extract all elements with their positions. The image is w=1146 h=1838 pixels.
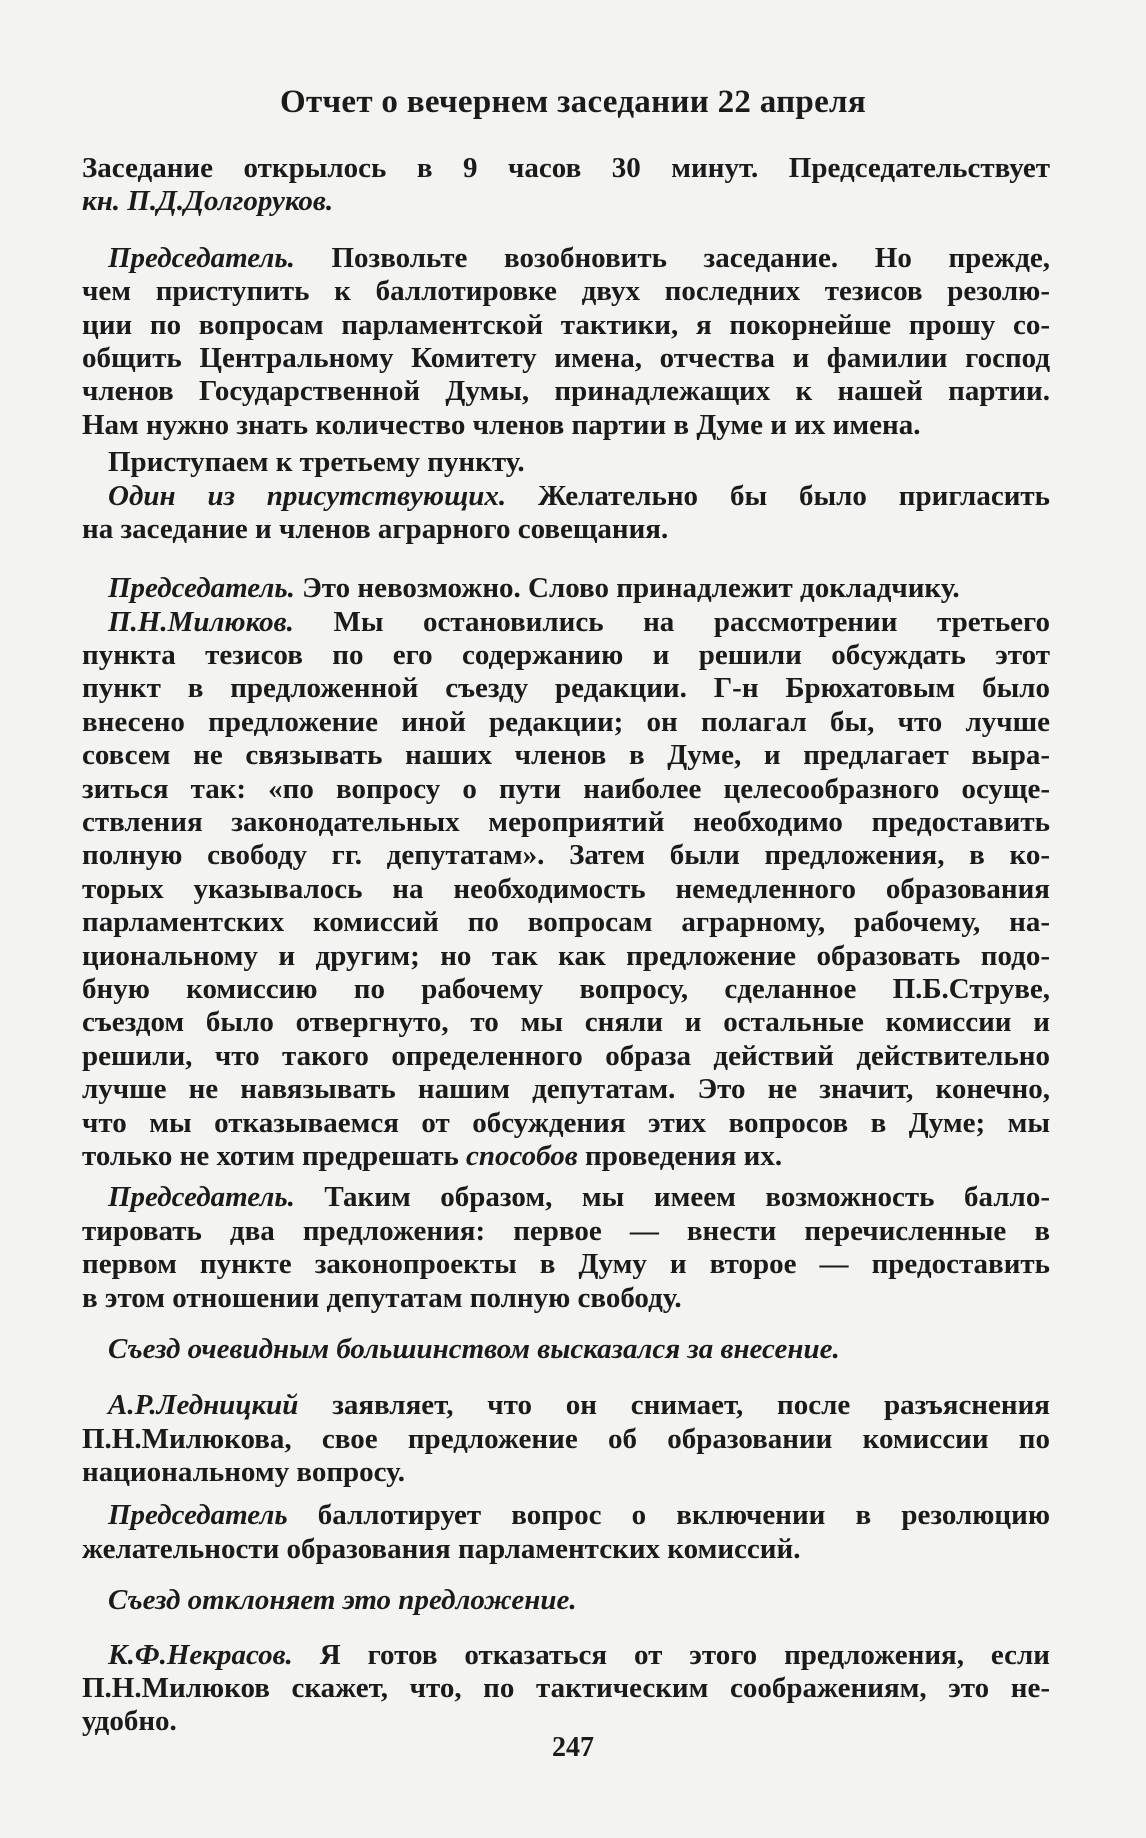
text-line — [82, 906, 1050, 939]
italic-text: Съезд очевидным большинством высказался за внесение. — [108, 1332, 840, 1365]
text-line — [82, 1389, 1050, 1422]
text-segment: национальному вопросу. — [82, 1456, 405, 1489]
text-segment: совсем не связывать наших членов в Думе, и предлагает выра- — [82, 739, 1050, 772]
text-line — [82, 773, 1050, 806]
text-line — [82, 1423, 1050, 1456]
italic-text: А.Р.Ледницкий — [108, 1389, 299, 1422]
paragraph — [82, 1181, 1050, 1315]
text-segment: Мы остановились на рассмотрении третьего — [293, 605, 1050, 638]
text-line — [82, 572, 1050, 605]
text-segment: П.Н.Милюкова, свое предложение об образовании комиссии по — [82, 1422, 1050, 1455]
text-segment: лучше не навязывать нашим депутатам. Это не значит, конечно, — [82, 1073, 1050, 1106]
text-line — [82, 1672, 1050, 1705]
text-segment: ции по вопросам парламентской тактики, я покорнейше прошу со- — [82, 308, 1050, 341]
text-segment: Заседание открылось в 9 часов 30 минут. Председательствует — [82, 152, 1050, 184]
italic-text: способов — [466, 1139, 578, 1172]
text-line — [82, 242, 1050, 275]
text-segment: ствления законодательных мероприятий необходимо предоставить — [82, 806, 1050, 839]
text-line — [82, 873, 1050, 906]
text-line — [82, 1215, 1050, 1248]
text-segment: желательности образования парламентских комиссий. — [82, 1532, 801, 1565]
text-line — [82, 1639, 1050, 1672]
paragraph — [82, 1333, 1050, 1366]
text-line — [82, 152, 1050, 185]
paragraph — [82, 242, 1050, 442]
text-segment: Таким образом, мы имеем возможность балло- — [294, 1181, 1050, 1214]
paragraph — [82, 446, 1050, 479]
paragraph — [82, 1639, 1050, 1739]
text-line — [82, 973, 1050, 1006]
paragraph — [82, 606, 1050, 1174]
text-line — [82, 606, 1050, 639]
document-body — [82, 152, 1050, 1739]
paragraph — [82, 152, 1050, 219]
text-segment: Желательно бы было пригласить — [506, 479, 1050, 512]
text-line — [82, 706, 1050, 739]
text-segment: тировать два предложения: первое — внести перечисленные в — [82, 1214, 1050, 1247]
italic-text: К.Ф.Некрасов. — [108, 1638, 293, 1671]
text-line — [82, 1073, 1050, 1106]
text-segment: зиться так: «по вопросу о пути наиболее целесообразного осуще- — [82, 772, 1050, 805]
text-line — [82, 275, 1050, 308]
text-segment: общить Центральному Комитету имена, отчества и фамилии господ — [82, 341, 1050, 374]
text-segment: заявляет, что он снимает, после разъяснения — [298, 1389, 1050, 1422]
text-line — [82, 1533, 1050, 1566]
italic-text: Председатель. — [108, 1181, 295, 1214]
text-line — [82, 409, 1050, 442]
text-segment: чем приступить к баллотировке двух последних тезисов резолю- — [82, 275, 1050, 308]
paragraph — [82, 1499, 1050, 1566]
text-segment: полную свободу гг. депутатам». Затем были предложения, в ко- — [82, 839, 1050, 872]
text-segment: бную комиссию по рабочему вопросу, сделанное П.Б.Струве, — [82, 972, 1050, 1005]
text-line — [82, 639, 1050, 672]
text-segment: парламентских комиссий по вопросам аграрному, рабочему, на- — [82, 906, 1050, 939]
italic-text: П.Н.Милюков. — [108, 605, 294, 638]
text-segment: пункта тезисов по его содержанию и решили обсуждать этот — [82, 639, 1050, 672]
page-title: Отчет о вечернем заседании 22 апреля — [280, 84, 866, 120]
text-line — [82, 375, 1050, 408]
text-line — [82, 185, 1050, 218]
text-line — [82, 1584, 1050, 1617]
text-segment: только не хотим предрешать — [82, 1139, 467, 1172]
text-segment: что мы отказываемся от обсуждения этих вопросов в Думе; мы — [82, 1106, 1050, 1139]
text-line — [82, 806, 1050, 839]
text-line — [82, 1006, 1050, 1039]
italic-text: Съезд отклоняет это предложение. — [108, 1584, 577, 1617]
page-number: 247 — [552, 1732, 594, 1763]
text-segment: Я готов отказаться от этого предложения, если — [292, 1638, 1050, 1671]
text-segment: внесено предложение иной редакции; он полагал бы, что лучше — [82, 705, 1050, 738]
text-segment: Это невозможно. Слово принадлежит докладчику. — [294, 572, 960, 605]
text-line — [82, 1181, 1050, 1214]
text-segment: решили, что такого определенного образа действий действительно — [82, 1039, 1050, 1072]
text-segment: удобно. — [82, 1705, 177, 1738]
text-segment: Приступаем к третьему пункту. — [108, 446, 525, 479]
text-line — [82, 1040, 1050, 1073]
text-line — [82, 672, 1050, 705]
text-segment: в этом отношении депутатам полную свободу. — [82, 1281, 682, 1314]
paragraph — [82, 1389, 1050, 1489]
text-line — [82, 1282, 1050, 1315]
text-segment: членов Государственной Думы, принадлежащих к нашей партии. — [82, 375, 1050, 408]
paragraph — [82, 572, 1050, 605]
text-line — [82, 342, 1050, 375]
paragraph — [82, 480, 1050, 547]
text-line — [82, 480, 1050, 513]
text-line — [82, 1107, 1050, 1140]
text-segment: торых указывалось на необходимость немедленного образования — [82, 872, 1050, 905]
text-line — [82, 446, 1050, 479]
text-segment: циональному и другим; но так как предложение образовать подо- — [82, 939, 1050, 972]
text-line — [82, 839, 1050, 872]
text-line — [82, 739, 1050, 772]
text-segment: первом пункте законопроекты в Думу и второе — предоставить — [82, 1248, 1050, 1281]
text-segment: баллотирует вопрос о включении в резолюцию — [287, 1499, 1050, 1532]
italic-text: Один из присутствующих. — [108, 479, 507, 512]
italic-text: Председатель. — [108, 241, 295, 274]
text-line — [82, 1333, 1050, 1366]
paragraph — [82, 1584, 1050, 1617]
italic-text: кн. П.Д.Долгоруков. — [82, 185, 334, 218]
text-segment: проведения их. — [577, 1139, 783, 1172]
text-line — [82, 513, 1050, 546]
text-line — [82, 309, 1050, 342]
text-line — [82, 1140, 1050, 1173]
italic-text: Председатель — [108, 1499, 288, 1532]
text-segment: пункт в предложенной съезду редакции. Г-н Брюхатовым было — [82, 672, 1050, 705]
italic-text: Председатель. — [108, 572, 295, 605]
text-line — [82, 1248, 1050, 1281]
text-line — [82, 1456, 1050, 1489]
text-segment: Позвольте возобновить заседание. Но прежде, — [294, 241, 1050, 274]
text-line — [82, 940, 1050, 973]
text-segment: Нам нужно знать количество членов партии в Думе и их имена. — [82, 408, 921, 441]
text-segment: на заседание и членов аграрного совещания. — [82, 512, 669, 545]
text-segment: П.Н.Милюков скажет, что, по тактическим соображениям, это не- — [82, 1672, 1050, 1705]
text-segment: съездом было отвергнуто, то мы сняли и остальные комиссии и — [82, 1006, 1050, 1039]
text-line — [82, 1499, 1050, 1532]
